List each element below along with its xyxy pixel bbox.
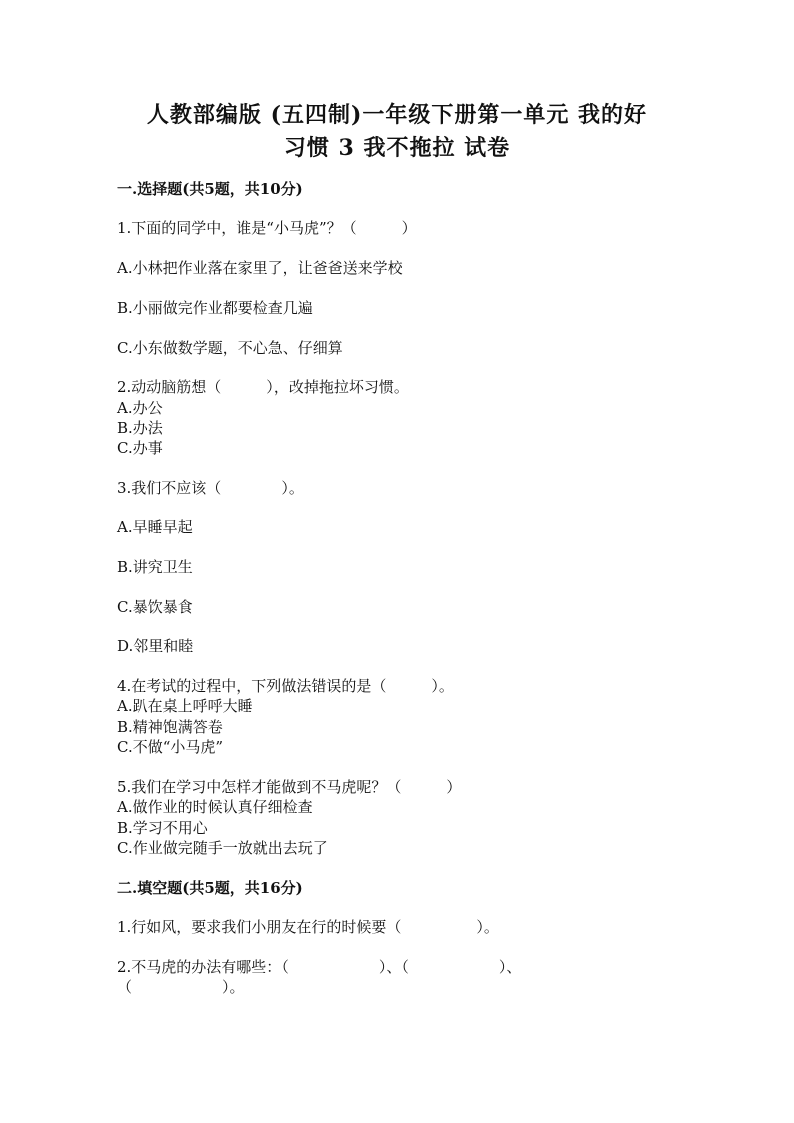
question-3-option-a: A.早睡早起 bbox=[117, 518, 193, 536]
question-4-option-a: A.趴在桌上呼呼大睡 bbox=[117, 697, 253, 715]
question-5-option-c: C.作业做完随手一放就出去玩了 bbox=[117, 839, 328, 857]
question-5-option-b: B.学习不用心 bbox=[117, 819, 208, 837]
question-3-option-b: B.讲究卫生 bbox=[117, 558, 193, 576]
question-2-option-b: B.办法 bbox=[117, 419, 163, 437]
question-1-stem: 1.下面的同学中，谁是“小马虎”？（ ） bbox=[117, 219, 417, 237]
fill-question-2-line-2: （ ）。 bbox=[117, 978, 245, 996]
question-3-option-c: C.暴饮暴食 bbox=[117, 598, 193, 616]
question-1-option-b: B.小丽做完作业都要检查几遍 bbox=[117, 299, 313, 317]
doc-title-line-2: 习惯 3 我不拖拉 试卷 bbox=[283, 135, 511, 161]
doc-title-line-1: 人教部编版 (五四制)一年级下册第一单元 我的好 bbox=[146, 102, 648, 128]
question-3-option-d: D.邻里和睦 bbox=[117, 637, 194, 655]
question-5-option-a: A.做作业的时候认真仔细检查 bbox=[117, 798, 313, 816]
question-2-option-c: C.办事 bbox=[117, 439, 163, 457]
question-1-option-a: A.小林把作业落在家里了，让爸爸送来学校 bbox=[117, 259, 403, 277]
question-5-stem: 5.我们在学习中怎样才能做到不马虎呢？（ ） bbox=[117, 778, 462, 796]
question-3-stem: 3.我们不应该（ ）。 bbox=[117, 479, 304, 497]
question-4-stem: 4.在考试的过程中，下列做法错误的是（ ）。 bbox=[117, 677, 454, 695]
fill-question-2-line-1: 2.不马虎的办法有哪些：（ ）、（ ）、 bbox=[117, 958, 522, 976]
fill-question-1: 1.行如风，要求我们小朋友在行的时候要（ ）。 bbox=[117, 918, 499, 936]
section-heading-choice: 一.选择题(共5题，共10分) bbox=[117, 180, 303, 198]
question-2-option-a: A.办公 bbox=[117, 399, 163, 417]
question-2-stem: 2.动动脑筋想（ ），改掉拖拉坏习惯。 bbox=[117, 378, 409, 396]
question-4-option-b: B.精神饱满答卷 bbox=[117, 718, 223, 736]
section-heading-fill-in: 二.填空题(共5题，共16分) bbox=[117, 879, 303, 897]
question-4-option-c: C.不做“小马虎” bbox=[117, 738, 224, 756]
question-1-option-c: C.小东做数学题，不心急、仔细算 bbox=[117, 339, 343, 357]
